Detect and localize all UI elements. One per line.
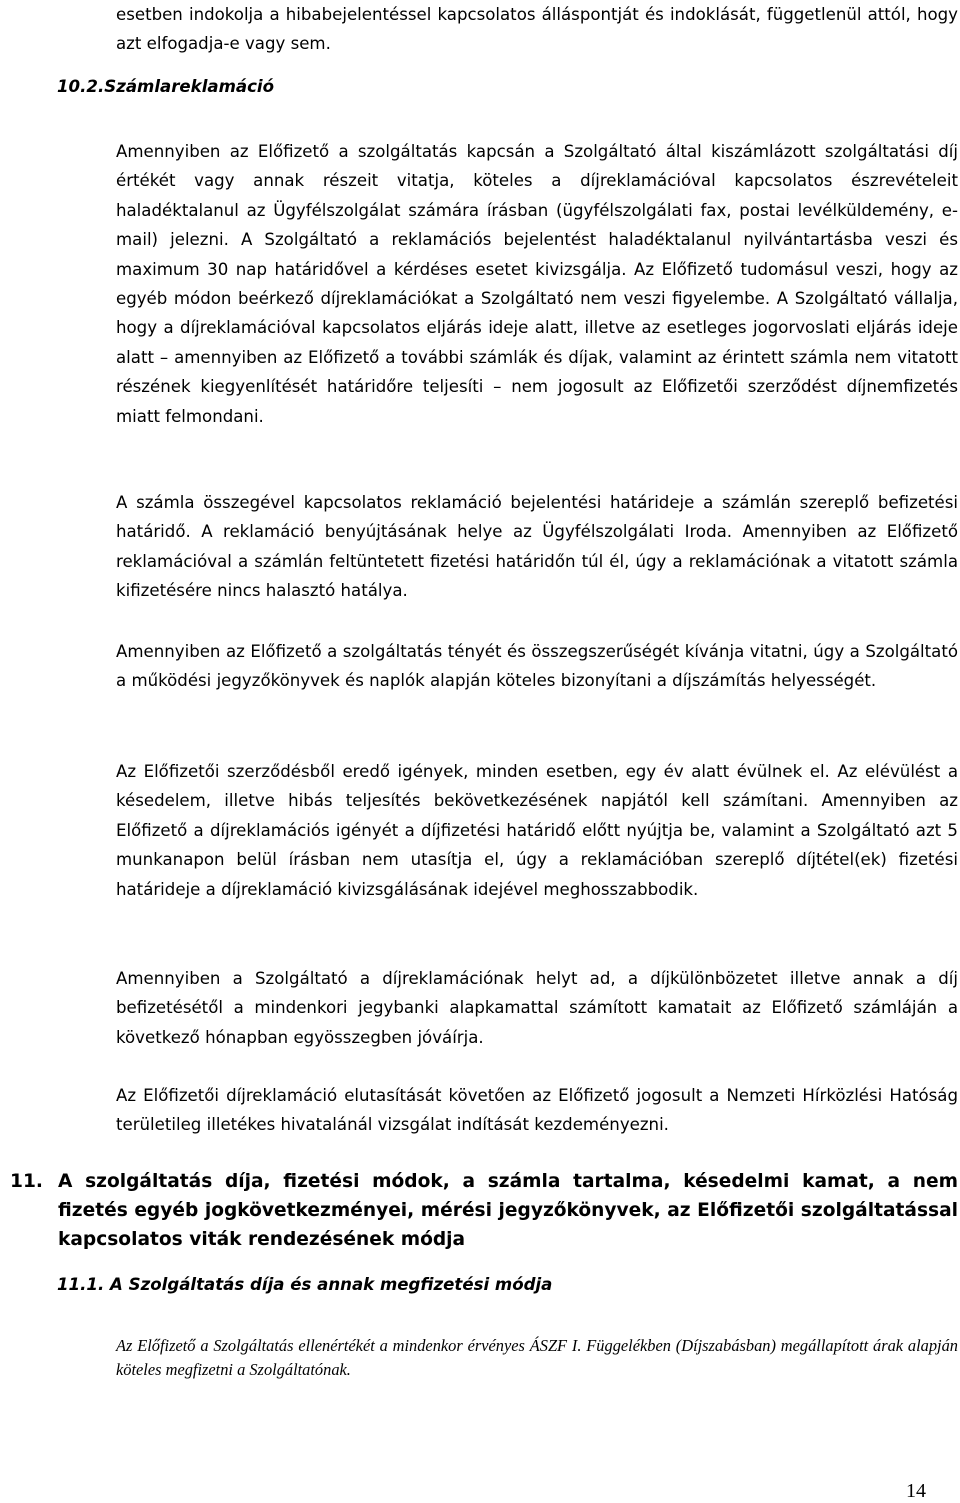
paragraph-proof-of-charges: Amennyiben az Előfizető a szolgáltatás tényét és összegszerűségét kívánja vitatni, úgy a Szolgáltató a működési jegyzőkönyvek és naplók alapján köteles bizonyítani a díjszámítás helyességét. — [116, 642, 958, 691]
section-11-1-number: 11.1. — [57, 1275, 105, 1294]
section-11-1-body: Az Előfizető a Szolgáltatás ellenértékét a mindenkor érvényes ÁSZF I. Függelékben (Díjszabásban) megállapított árak alapján köteles megfizetni a Szolgáltatónak. — [116, 1336, 958, 1379]
section-11-title: A szolgáltatás díja, fizetési módok, a számla tartalma, késedelmi kamat, a nem fizetés egyéb jogkövetkezményei, mérési jegyzőkönyvek, az Előfizetői szolgáltatással kapcsolatos viták rendezésének módja — [58, 1171, 958, 1250]
section-10-2-number: 10.2. — [57, 77, 105, 96]
section-11-heading — [10, 1167, 958, 1254]
section-11-1-title: A Szolgáltatás díja és annak megfizetési módja — [110, 1275, 553, 1294]
paragraph-complaint-procedure: Amennyiben az Előfizető a szolgáltatás kapcsán a Szolgáltató által kiszámlázott szolgáltatási díj értékét vagy annak részeit vitatja, köteles a díjreklamációval kapcsolatos észrevételeit haladéktalanul az Ügyfélszolgálat számára írásban (ügyfélszolgálati fax, postai levélküldemény, e-mail) jelezni. A Szolgáltató a reklamációs bejelentést haladéktalanul nyilvántartásba veszi és maximum 30 nap határidővel a kérdéses esetet kivizsgálja. Az Előfizető tudomásul veszi, hogy az egyéb módon beérkező díjreklamációkat a Szolgáltató nem veszi figyelembe. A Szolgáltató vállalja, hogy a díjreklamációval kapcsolatos eljárás ideje alatt, illetve az esetleges jogorvoslati eljárás ideje alatt – amennyiben az Előfizető a további számlák és díjak, valamint az érintett számla nem vitatott részének kiegyenlítését határidőre teljesíti – nem jogosult az Előfizetői szerződést díjnemfizetés miatt felmondani. — [116, 142, 958, 426]
paragraph-complaint-deadline: A számla összegével kapcsolatos reklamáció bejelentési határideje a számlán szereplő befizetési határidő. A reklamáció benyújtásának helye az Ügyfélszolgálati Iroda. Amennyiben az Előfizető reklamációval a számlán feltüntetett fizetési határidőn túl él, úgy a reklamációnak a vitatott számla kifizetésére nincs halasztó hatálya. — [116, 493, 958, 601]
intro-paragraph: esetben indokolja a hibabejelentéssel kapcsolatos álláspontját és indoklását, függetlenül attól, hogy azt elfogadja-e vagy sem. — [116, 5, 958, 54]
paragraph-authority-appeal: Az Előfizetői díjreklamáció elutasítását követően az Előfizető jogosult a Nemzeti Hírközlési Hatóság területileg illetékes hivatalánál vizsgálat indítását kezdeményezni. — [116, 1086, 958, 1135]
section-11-number: 11. — [10, 1171, 43, 1192]
paragraph-refund: Amennyiben a Szolgáltató a díjreklamációnak helyt ad, a díjkülönbözetet illetve annak a díj befizetésétől a mindenkori jegybanki alapkamattal számított kamatait az Előfizető számláján a következő hónapban egyösszegben jóváírja. — [116, 969, 958, 1047]
paragraph-limitation-period: Az Előfizetői szerződésből eredő igények, minden esetben, egy év alatt évülnek el. Az elévülést a késedelem, illetve hibás teljesítés bekövetkezésének napjától kell számítani. Amennyiben az Előfizető a díjreklamációs igényét a díjfizetési határidő előtt nyújtja be, valamint a Szolgáltató azt 5 munkanapon belül írásban nem utasítja el, úgy a reklamációban szereplő díjtétel(ek) fizetési határideje a díjreklamáció kivizsgálásának idejével meghosszabbodik. — [116, 762, 958, 899]
page-number: 14 — [906, 1480, 926, 1502]
section-11-1-heading — [57, 1275, 552, 1294]
section-10-2-heading — [57, 77, 274, 96]
section-10-2-title: Számlareklamáció — [104, 77, 275, 96]
